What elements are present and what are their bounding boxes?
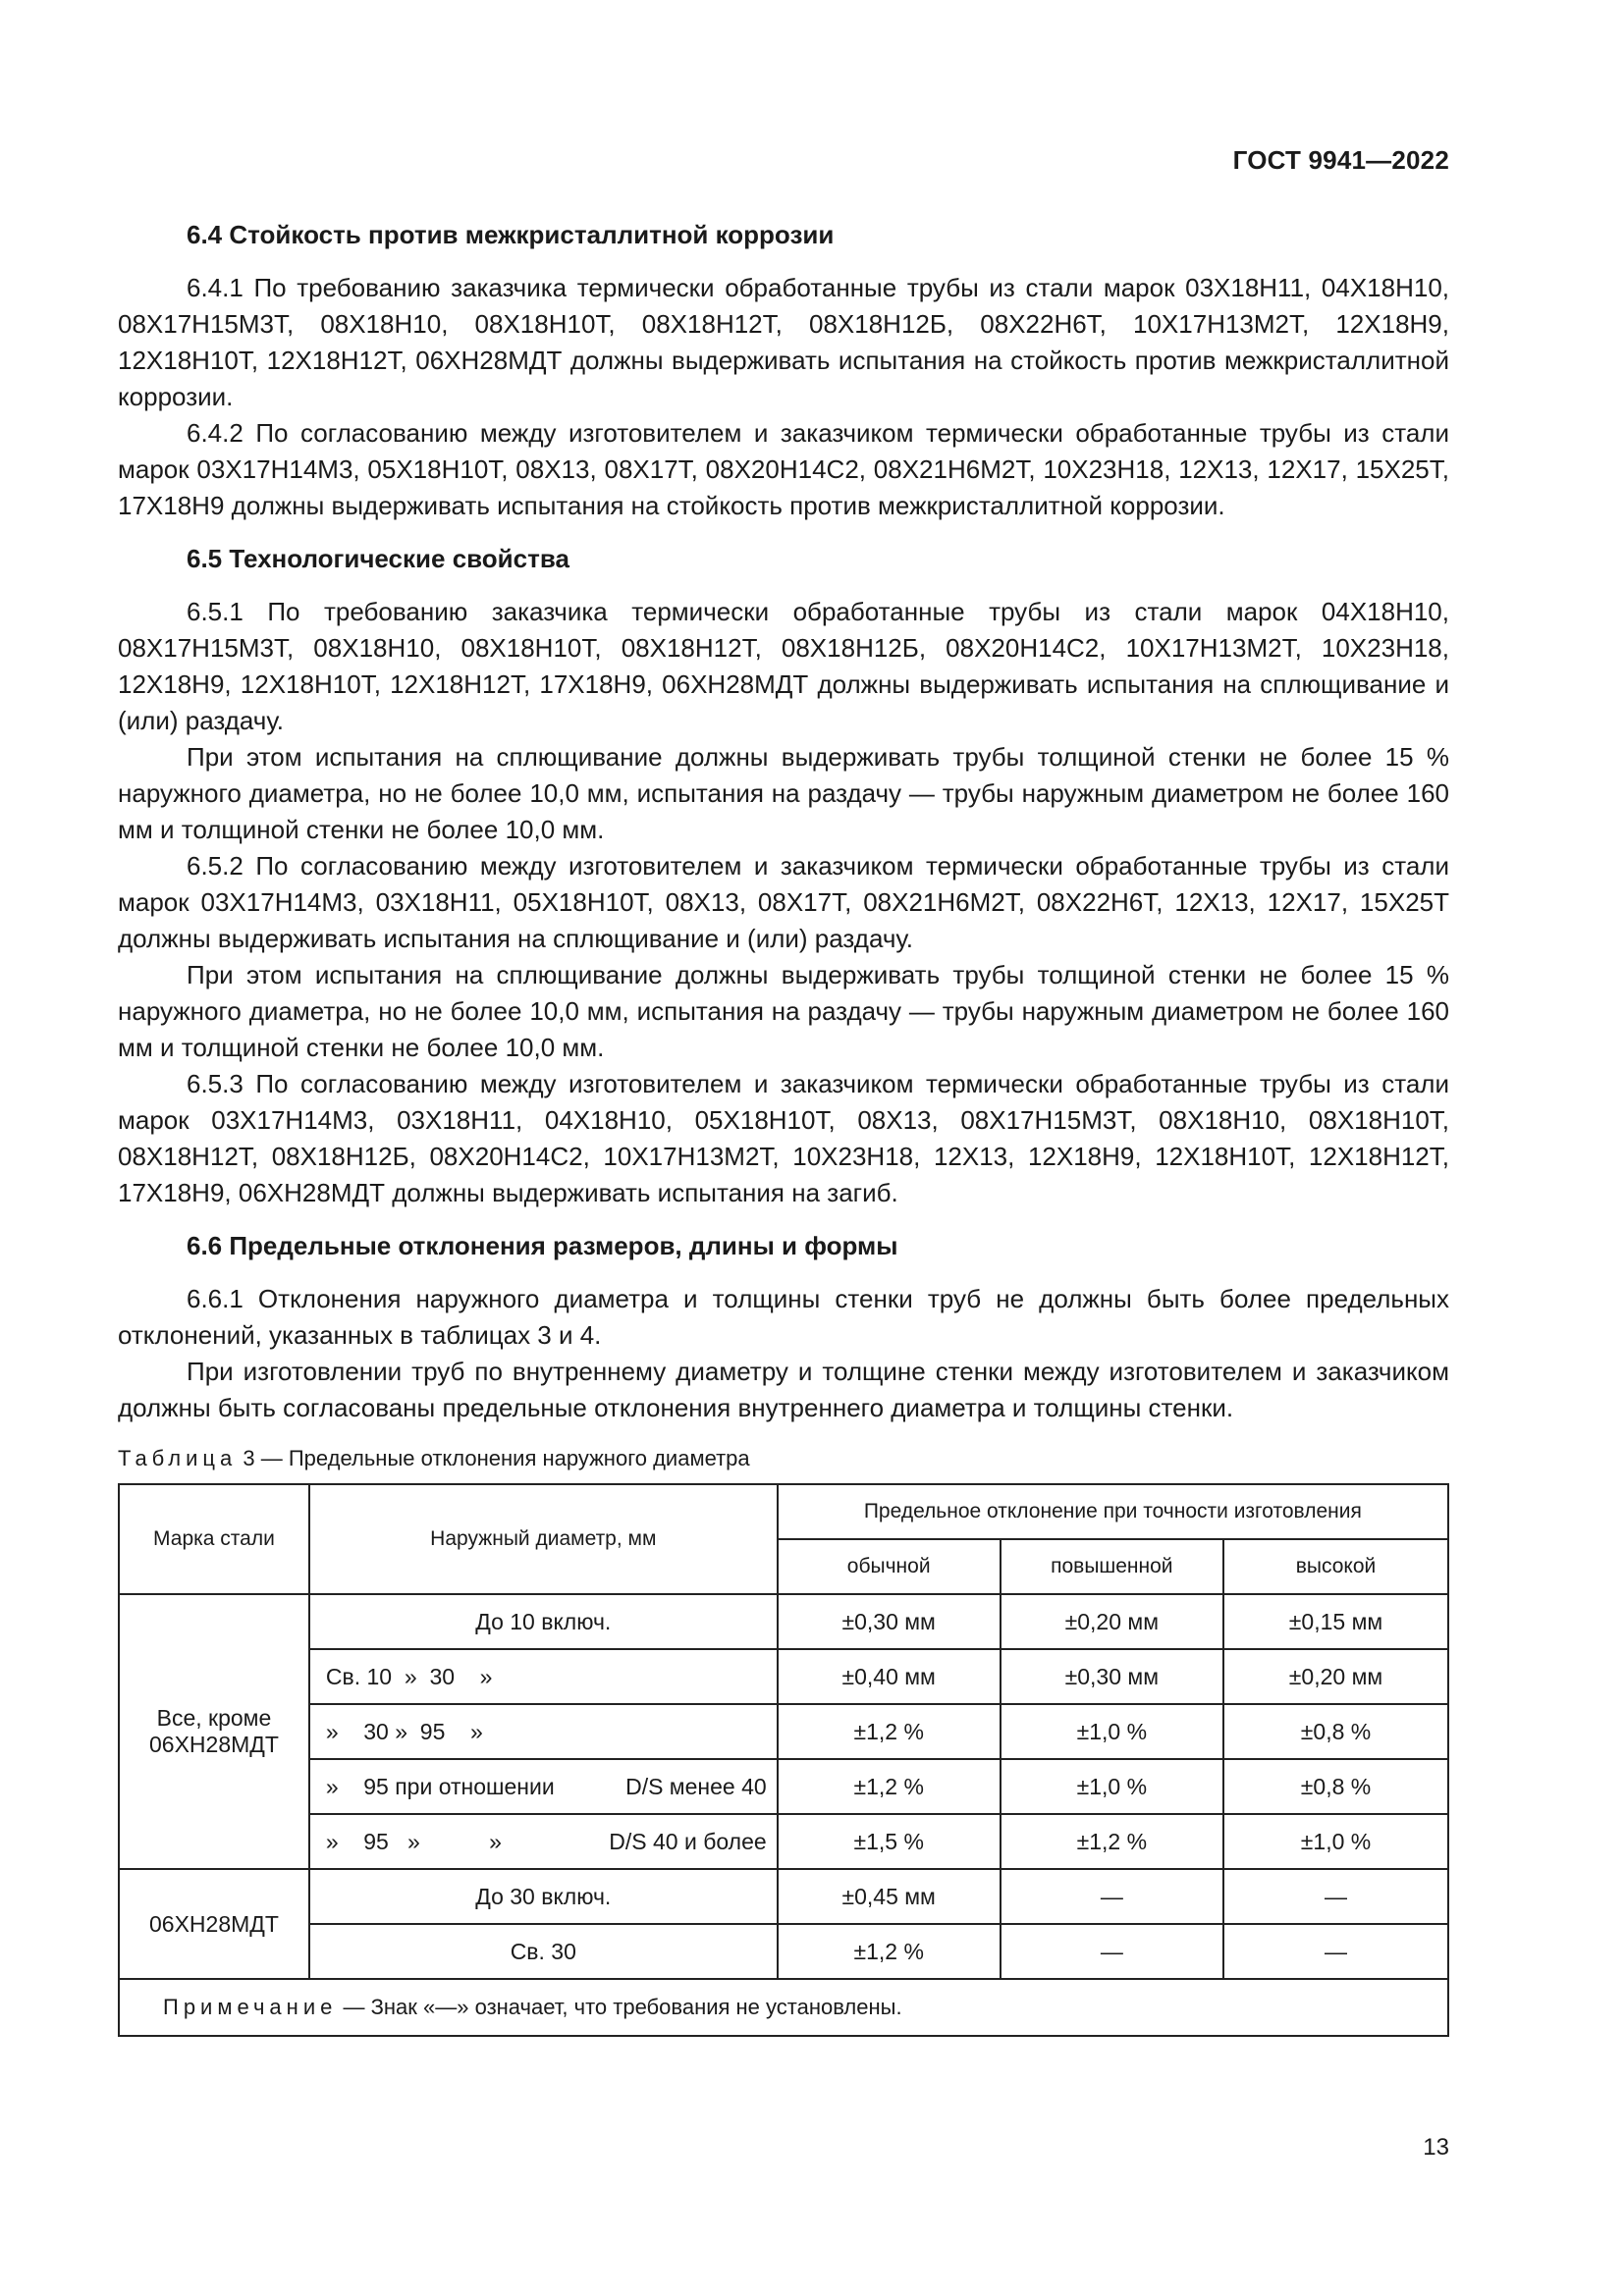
paragraph-6-5-1-note: При этом испытания на сплющивание должны выдерживать трубы толщиной стенки не более 15 % наружного диаметра, но не более 10,0 мм, испытания на раздачу — трубы наружным диаметром не более 160 мм и толщиной стенки не более 10,0 мм. xyxy=(118,742,1449,844)
paragraph-6-6-1-note: При изготовлении труб по внутреннему диаметру и толщине стенки между изготовителем и заказчиком должны быть согласованы предельные отклонения внутреннего диаметра и толщины стенки. xyxy=(118,1357,1449,1422)
page-content xyxy=(118,220,1449,2037)
section-6-5-title: 6.5 Технологические свойства xyxy=(187,544,569,573)
diameter-cell: Св. 30 xyxy=(309,1924,778,1979)
steel-grade-cell: Все, кроме 06ХН28МДТ xyxy=(119,1594,309,1869)
diameter-cell-content xyxy=(326,1829,767,1855)
table-row xyxy=(119,1594,1448,1649)
diameter-cell xyxy=(309,1814,778,1869)
header-steel-grade: Марка стали xyxy=(119,1484,309,1594)
deviation-normal-cell: ±1,2 % xyxy=(778,1759,1001,1814)
deviation-high-cell: ±0,8 % xyxy=(1223,1759,1448,1814)
document-code: ГОСТ 9941—2022 xyxy=(1232,145,1449,175)
deviation-increased-cell: — xyxy=(1001,1869,1223,1924)
note-text: — Знак «—» означает, что требования не установлены. xyxy=(343,1995,902,2019)
deviation-high-cell: ±0,8 % xyxy=(1223,1704,1448,1759)
deviation-high-cell: ±0,20 мм xyxy=(1223,1649,1448,1704)
paragraph-6-5-1: 6.5.1 По требованию заказчика термически обработанные трубы из стали марок 04Х18Н10, 08Х17Н15М3Т, 08Х18Н10, 08Х18Н10Т, 08Х18Н12Т, 08Х18Н12Б, 08Х20Н14С2, 10Х17Н13М2Т, 10Х23Н18, 12Х18Н9, 12Х18Н10Т, 12Х18Н12Т, 17Х18Н9, 06ХН28МДТ должны выдерживать испытания на сплющивание и (или) раздачу. xyxy=(118,597,1449,735)
table-row xyxy=(119,1924,1448,1979)
deviation-increased-cell: ±0,30 мм xyxy=(1001,1649,1223,1704)
deviation-increased-cell: ±1,2 % xyxy=(1001,1814,1223,1869)
paragraph-6-6-1: 6.6.1 Отклонения наружного диаметра и толщины стенки труб не должны быть более предельных отклонений, указанных в таблицах 3 и 4. xyxy=(118,1284,1449,1350)
header-outer-diameter: Наружный диаметр, мм xyxy=(309,1484,778,1594)
table-row xyxy=(119,1869,1448,1924)
diameter-range: » 95 » » xyxy=(325,1828,502,1854)
deviation-normal-cell: ±1,2 % xyxy=(778,1704,1001,1759)
table-caption-word: Таблица xyxy=(118,1446,238,1470)
section-6-6-title: 6.6 Предельные отклонения размеров, длины и формы xyxy=(187,1231,898,1260)
table-row xyxy=(119,1649,1448,1704)
table-note xyxy=(119,1979,1448,2036)
diameter-cell: До 10 включ. xyxy=(309,1594,778,1649)
deviation-increased-cell: ±0,20 мм xyxy=(1001,1594,1223,1649)
deviation-high-cell: — xyxy=(1223,1869,1448,1924)
header-increased: повышенной xyxy=(1001,1539,1223,1594)
deviation-normal-cell: ±1,2 % xyxy=(778,1924,1001,1979)
paragraph-6-4-2: 6.4.2 По согласованию между изготовителем и заказчиком термически обработанные трубы из стали марок 03Х17Н14М3, 05Х18Н10Т, 08Х13, 08Х17Т, 08Х20Н14С2, 08Х21Н6М2Т, 10Х23Н18, 12Х13, 12Х17, 15Х25Т, 17Х18Н9 должны выдерживать испытания на стойкость против межкристаллитной коррозии. xyxy=(118,418,1449,520)
paragraph-6-5-3: 6.5.3 По согласованию между изготовителем и заказчиком термически обработанные трубы из стали марок 03Х17Н14М3, 03Х18Н11, 04Х18Н10, 05Х18Н10Т, 08Х13, 08Х17Н15М3Т, 08Х18Н10, 08Х18Н10Т, 08Х18Н12Т, 08Х18Н12Б, 08Х20Н14С2, 10Х17Н13М2Т, 10Х23Н18, 12Х13, 12Х18Н9, 12Х18Н10Т, 12Х18Н12Т, 17Х18Н9, 06ХН28МДТ должны выдерживать испытания на загиб. xyxy=(118,1069,1449,1207)
steel-grade-cell: 06ХН28МДТ xyxy=(119,1869,309,1979)
header-normal: обычной xyxy=(778,1539,1001,1594)
table-caption-text: 3 — Предельные отклонения наружного диаметра xyxy=(243,1446,750,1470)
paragraph-6-4-1: 6.4.1 По требованию заказчика термически обработанные трубы из стали марок 03Х18Н11, 04Х18Н10, 08Х17Н15М3Т, 08Х18Н10, 08Х18Н10Т, 08Х18Н12Т, 08Х18Н12Б, 08Х22Н6Т, 10Х17Н13М2Т, 12Х18Н9, 12Х18Н10Т, 12Х18Н12Т, 06ХН28МДТ должны выдерживать испытания на стойкость против межкристаллитной коррозии. xyxy=(118,273,1449,411)
deviation-increased-cell: ±1,0 % xyxy=(1001,1759,1223,1814)
deviation-high-cell: ±1,0 % xyxy=(1223,1814,1448,1869)
table-3 xyxy=(118,1483,1449,2037)
diameter-ratio: D/S менее 40 xyxy=(625,1773,767,1799)
diameter-cell xyxy=(309,1759,778,1814)
deviation-normal-cell: ±1,5 % xyxy=(778,1814,1001,1869)
diameter-ratio: D/S 40 и более xyxy=(609,1828,767,1854)
section-6-4-title: 6.4 Стойкость против межкристаллитной коррозии xyxy=(187,220,835,249)
deviation-increased-cell: — xyxy=(1001,1924,1223,1979)
table-header-row xyxy=(119,1484,1448,1539)
deviation-normal-cell: ±0,40 мм xyxy=(778,1649,1001,1704)
deviation-high-cell: ±0,15 мм xyxy=(1223,1594,1448,1649)
deviation-high-cell: — xyxy=(1223,1924,1448,1979)
diameter-cell: Св. 10 » 30 » xyxy=(309,1649,778,1704)
diameter-cell: » 30 » 95 » xyxy=(309,1704,778,1759)
paragraph-6-5-2: 6.5.2 По согласованию между изготовителем и заказчиком термически обработанные трубы из стали марок 03Х17Н14М3, 03Х18Н11, 05Х18Н10Т, 08Х13, 08Х17Т, 08Х21Н6М2Т, 08Х22Н6Т, 12Х13, 12Х17, 15Х25Т должны выдерживать испытания на сплющивание и (или) раздачу. xyxy=(118,851,1449,953)
note-label: Примечание xyxy=(163,1995,338,2019)
table-3-caption xyxy=(118,1446,1449,1471)
page-number: 13 xyxy=(1423,2134,1449,2161)
deviation-increased-cell: ±1,0 % xyxy=(1001,1704,1223,1759)
table-row xyxy=(119,1759,1448,1814)
deviation-normal-cell: ±0,45 мм xyxy=(778,1869,1001,1924)
deviation-normal-cell: ±0,30 мм xyxy=(778,1594,1001,1649)
header-deviation: Предельное отклонение при точности изготовления xyxy=(778,1484,1448,1539)
table-note-row xyxy=(119,1979,1448,2036)
diameter-range: » 95 при отношении xyxy=(325,1773,555,1799)
paragraph-6-5-2-note: При этом испытания на сплющивание должны выдерживать трубы толщиной стенки не более 15 % наружного диаметра, но не более 10,0 мм, испытания на раздачу — трубы наружным диаметром не более 160 мм и толщиной стенки не более 10,0 мм. xyxy=(118,960,1449,1062)
table-row xyxy=(119,1704,1448,1759)
header-high: высокой xyxy=(1223,1539,1448,1594)
table-row xyxy=(119,1814,1448,1869)
diameter-cell-content xyxy=(326,1774,767,1800)
diameter-cell: До 30 включ. xyxy=(309,1869,778,1924)
